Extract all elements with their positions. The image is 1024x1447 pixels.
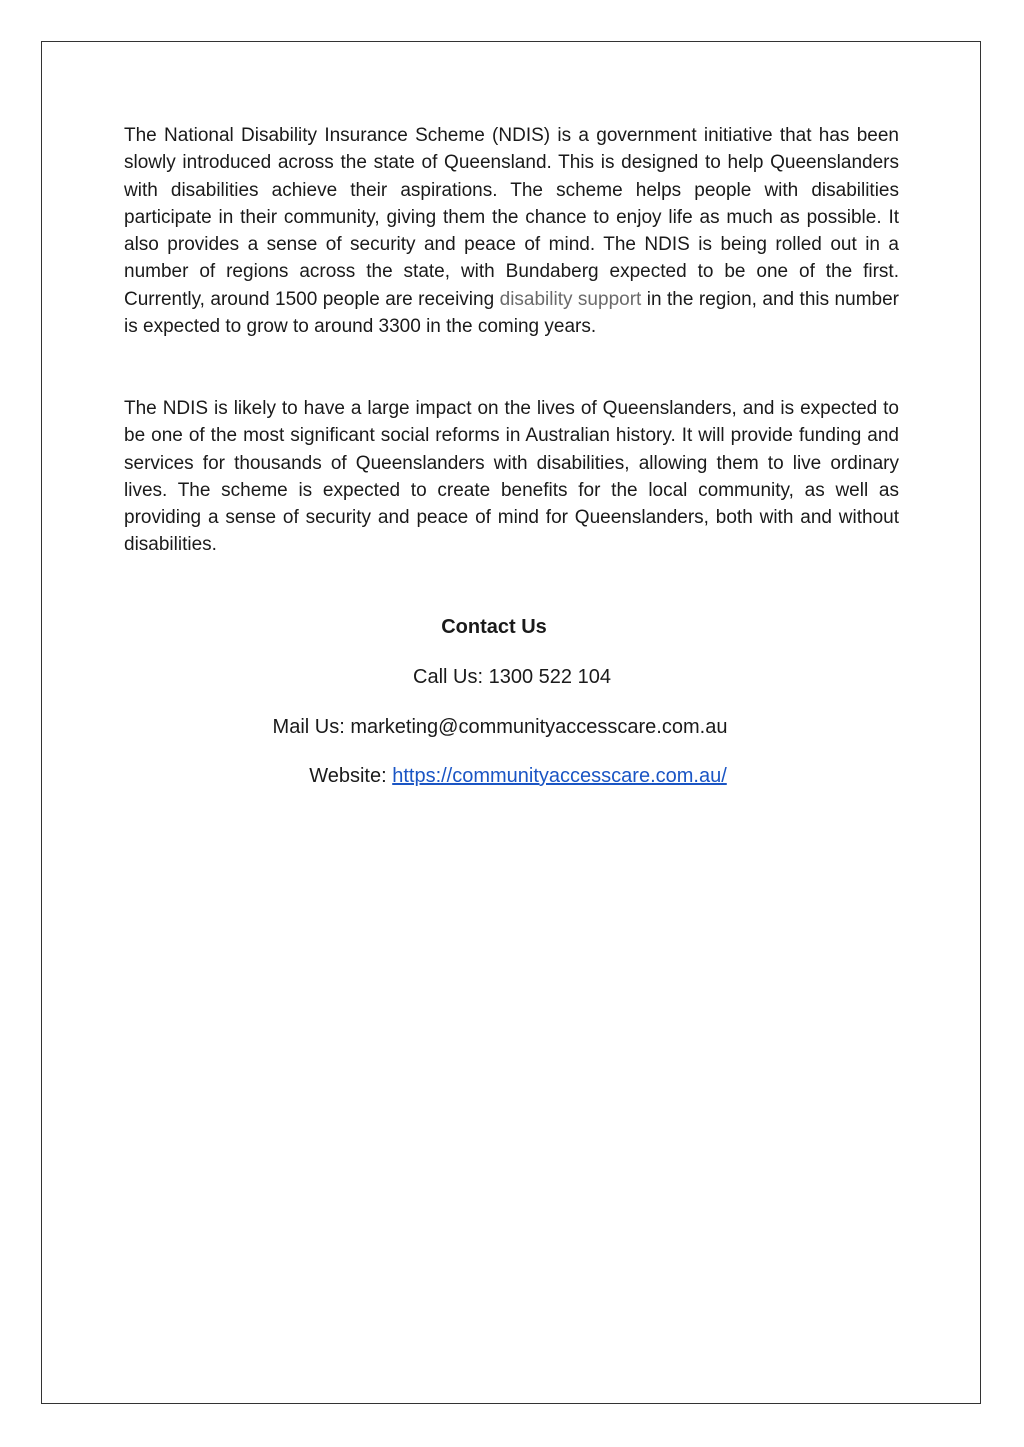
call-us-line [0,664,1024,690]
phone-number: 1300 522 104 [488,666,611,688]
contact-heading: Contact Us [441,616,547,638]
mail-us-label: Mail Us: [272,716,351,738]
disability-support-link[interactable]: disability support [499,288,642,310]
intro-text-end: in the region, and this number is expected to grow to around 3300 in the coming years. [124,288,899,338]
email-address: marketing@communityaccesscare.com.au [350,716,728,738]
intro-paragraph [124,122,899,340]
mail-us-line [0,714,1012,740]
impact-paragraph: The NDIS is likely to have a large impact on the lives of Queenslanders, and is expected to be one of the most significant social reforms in Australian history. It will provide funding and services for thousands of Queenslanders with disabilities, allowing them to live ordinary lives. The scheme is expected to create benefits for the local community, as well as providing a sense of security and peace of mind for Queenslanders, both with and without disabilities. [124,398,899,556]
intro-text-start: The National Disability Insurance Scheme (NDIS) is a government initiative that has been slowly introduced across the state of Queensland. This is designed to help Queenslanders with disabilities achieve their aspirations. The scheme helps people with disabilities participate in their community, giving them the chance to enjoy life as much as possible. It also provides a sense of security and peace of mind. The NDIS is being rolled out in a number of regions across the state, with Bundaberg expected to be one of the first. Currently, around 1500 people are receiving [124,125,899,310]
website-label: Website: [309,765,393,787]
website-link[interactable]: https://communityaccesscare.com.au/ [392,765,727,787]
website-line [6,763,1024,789]
call-us-label: Call Us: [413,666,489,688]
